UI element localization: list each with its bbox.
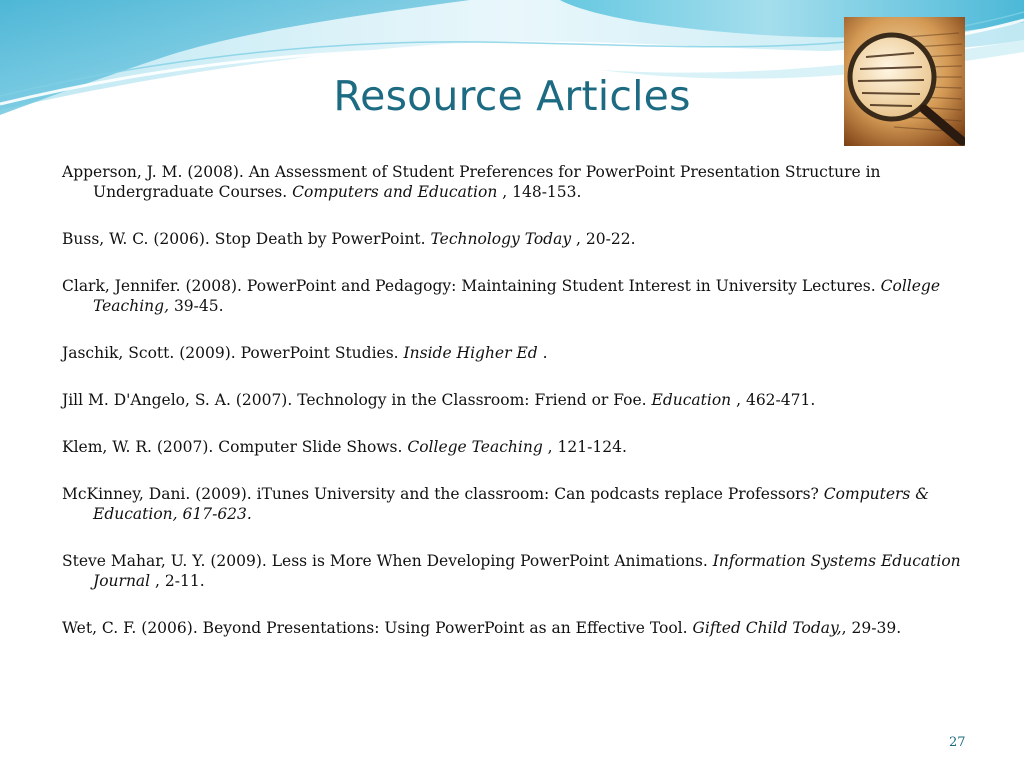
reference-item bbox=[62, 484, 962, 524]
reference-pages: , 2-11. bbox=[150, 572, 205, 590]
slide-title: Resource Articles bbox=[333, 72, 691, 120]
reference-item bbox=[62, 618, 962, 638]
reference-source: Inside Higher Ed bbox=[403, 344, 538, 362]
reference-text: Steve Mahar, U. Y. (2009). Less is More When Developing PowerPoint Animations. bbox=[62, 552, 713, 570]
reference-pages: 39-45. bbox=[169, 297, 224, 315]
reference-item bbox=[62, 343, 962, 363]
reference-pages: , 462-471. bbox=[731, 391, 816, 409]
reference-item bbox=[62, 162, 962, 202]
reference-text: Clark, Jennifer. (2008). PowerPoint and Pedagogy: Maintaining Student Interest in University Lectures. bbox=[62, 277, 881, 295]
reference-source: College Teaching, bbox=[93, 277, 940, 315]
reference-source: Computers and Education bbox=[292, 183, 498, 201]
reference-pages: , 20-22. bbox=[571, 230, 636, 248]
reference-text: McKinney, Dani. (2009). iTunes University and the classroom: Can podcasts replace Professors? bbox=[62, 485, 824, 503]
reference-source: Technology Today bbox=[430, 230, 572, 248]
reference-text: Apperson, J. M. (2008). An Assessment of Student Preferences for PowerPoint Presentation Structure in Undergraduate Courses. bbox=[62, 163, 881, 201]
reference-text: Jaschik, Scott. (2009). PowerPoint Studies. bbox=[62, 344, 404, 362]
reference-source: Gifted Child Today, bbox=[692, 619, 842, 637]
reference-source: Computers & Education, 617-623. bbox=[93, 485, 930, 523]
reference-source: Information Systems Education Journal bbox=[93, 552, 961, 590]
reference-text: Jill M. D'Angelo, S. A. (2007). Technology in the Classroom: Friend or Foe. bbox=[62, 391, 652, 409]
reference-pages: , 148-153. bbox=[497, 183, 582, 201]
reference-item bbox=[62, 551, 962, 591]
reference-pages: , 121-124. bbox=[542, 438, 627, 456]
reference-list bbox=[62, 162, 962, 665]
reference-item bbox=[62, 276, 962, 316]
reference-text: Wet, C. F. (2006). Beyond Presentations: Using PowerPoint as an Effective Tool. bbox=[62, 619, 693, 637]
reference-text: Klem, W. R. (2007). Computer Slide Shows. bbox=[62, 438, 408, 456]
reference-item bbox=[62, 390, 962, 410]
reference-pages: . bbox=[537, 344, 548, 362]
reference-text: Buss, W. C. (2006). Stop Death by PowerPoint. bbox=[62, 230, 431, 248]
page-number: 27 bbox=[949, 735, 966, 750]
reference-item bbox=[62, 437, 962, 457]
reference-item bbox=[62, 229, 962, 249]
reference-source: Education bbox=[651, 391, 732, 409]
reference-pages: , 29-39. bbox=[841, 619, 902, 637]
reference-source: College Teaching bbox=[407, 438, 543, 456]
